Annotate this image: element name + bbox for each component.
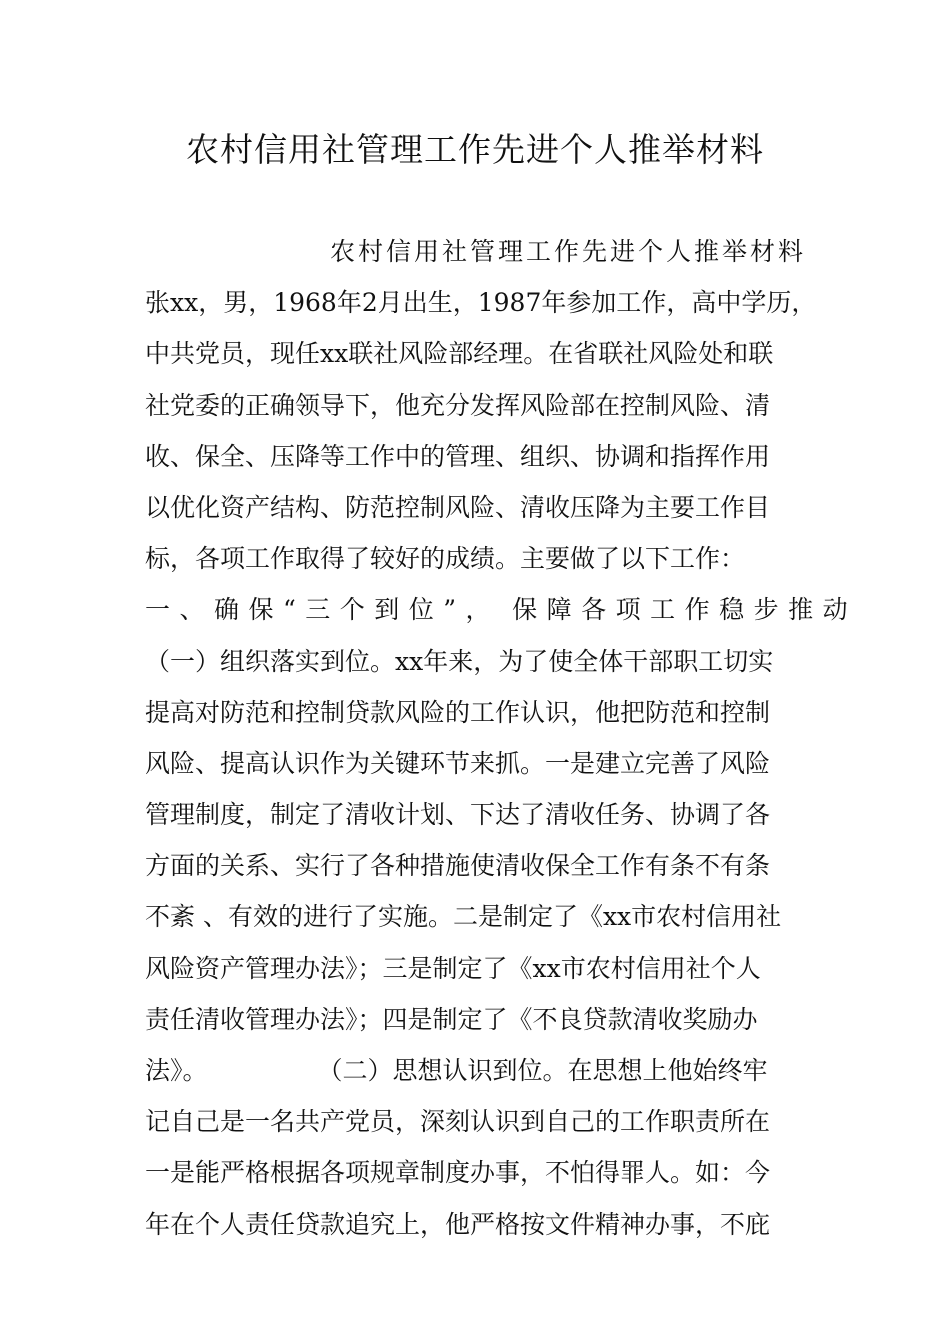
body-line: 不紊 、有效的进行了实施。二是制定了《xx市农村信用社	[145, 902, 782, 932]
document-title: 农村信用社管理工作先进个人推举材料	[186, 130, 764, 169]
body-line: 记自己是一名共产党员，深刻认识到自己的工作职责所在	[145, 1107, 771, 1137]
body-line: 风险、提高认识作为关键环节来抓。一是建立完善了风险	[145, 748, 771, 778]
body-line: 责任清收管理办法》；四是制定了《不良贷款清收奖励办	[145, 1004, 758, 1034]
section-heading-part2: 保障各项工作稳步推动	[512, 595, 858, 625]
body-line: 提高对防范和控制贷款风险的工作认识，他把防范和控制	[145, 697, 771, 727]
body-line: 张xx，男，1968年2月出生，1987年参加工作，高中学历，	[145, 288, 817, 318]
body-line-part1: 法》。	[145, 1056, 208, 1085]
body-line: 管理制度，制定了清收计划、下达了清收任务、协调了各	[145, 800, 771, 830]
section-heading	[145, 584, 858, 635]
document-subtitle: 农村信用社管理工作先进个人推举材料	[330, 237, 807, 266]
body-line: （一）组织落实到位。xx年来，为了使全体干部职工切实	[145, 646, 774, 676]
body-line: 一是能严格根据各项规章制度办事，不怕得罪人。如：今	[145, 1158, 771, 1188]
body-line-part2: （二）思想认识到位。在思想上他始终牢	[317, 1056, 768, 1085]
body-line: 年在个人责任贷款追究上，他严格按文件精神办事，不庇	[145, 1209, 771, 1239]
body-line-mixed	[145, 1045, 805, 1096]
document-body	[145, 226, 858, 1250]
body-line: 社党委的正确领导下，他充分发挥风险部在控制风险、清	[145, 390, 771, 420]
body-line: 收、保全、压降等工作中的管理、组织、协调和指挥作用	[145, 441, 771, 471]
body-line: 方面的关系、实行了各种措施使清收保全工作有条不有条	[145, 851, 771, 881]
body-line: 风险资产管理办法》；三是制定了《xx市农村信用社个人	[145, 953, 761, 983]
section-heading-part1: 一、确保“三个到位”，	[145, 595, 501, 625]
body-line: 中共党员，现任xx联社风险部经理。在省联社风险处和联	[145, 339, 774, 369]
body-line: 以优化资产结构、防范控制风险、清收压降为主要工作目	[145, 492, 771, 522]
body-line: 标，各项工作取得了较好的成绩。主要做了以下工作：	[145, 544, 746, 574]
